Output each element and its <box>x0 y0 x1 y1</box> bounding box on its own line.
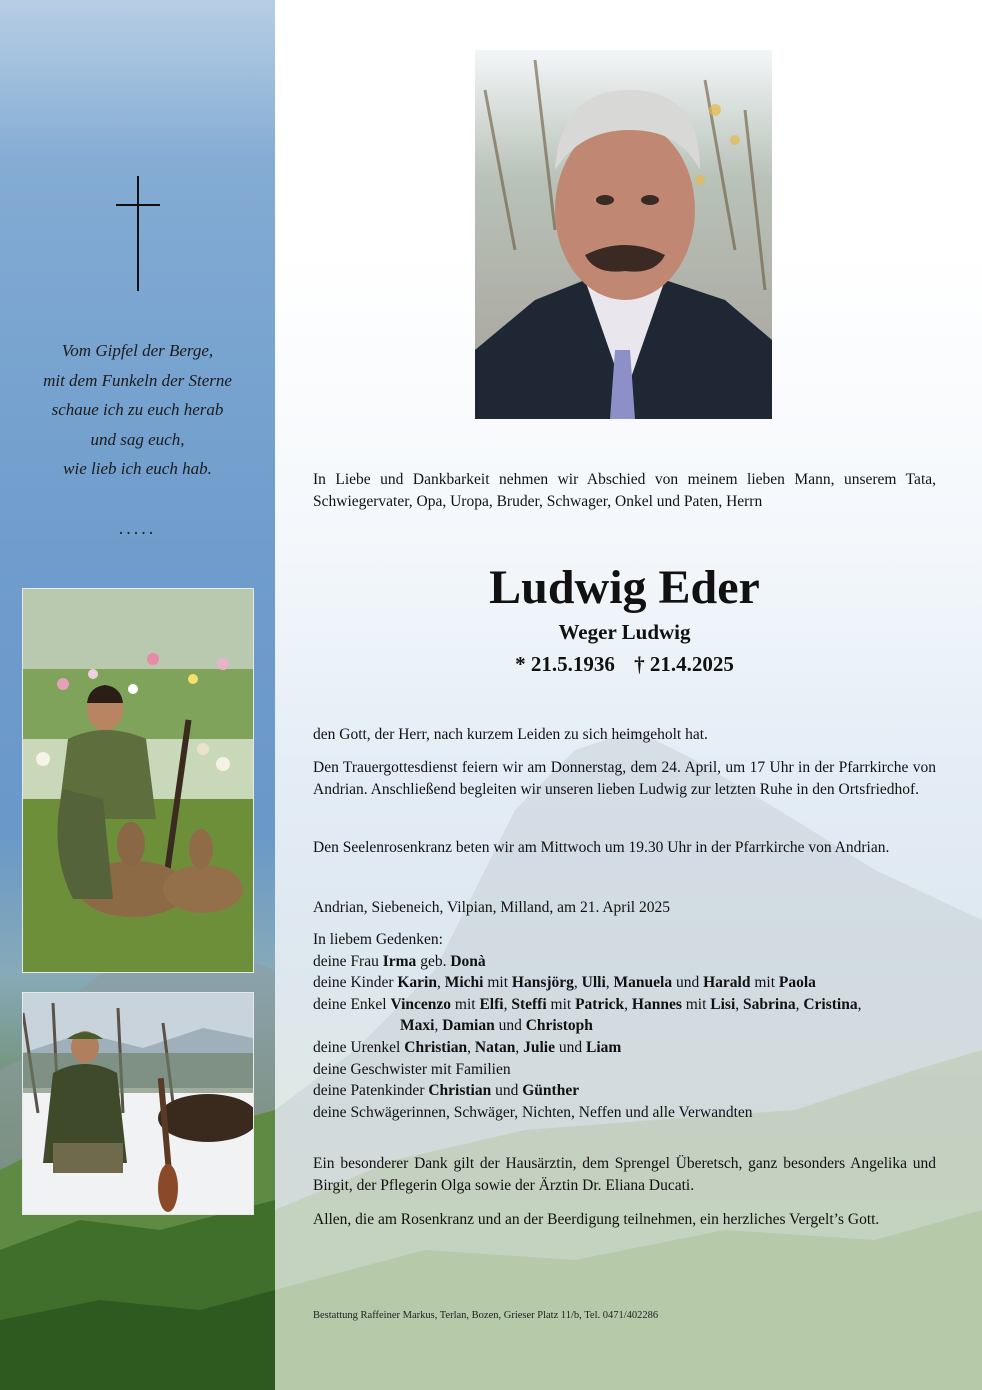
family-line-grandchildren-cont: Maxi, Damian und Christoph <box>400 1017 593 1035</box>
poem-line: Vom Gipfel der Berge, <box>61 341 214 360</box>
paragraph-taken-home: den Gott, der Herr, nach kurzem Leiden zu sich heimgeholt hat. <box>313 726 708 743</box>
cross-icon <box>116 176 160 291</box>
family-line-wife: deine Frau Irma geb. Donà <box>313 952 486 970</box>
sky-gradient <box>0 0 275 160</box>
funeral-home-footer: Bestattung Raffeiner Markus, Terlan, Bozen, Grieser Platz 11/b, Tel. 0471/402286 <box>313 1310 659 1321</box>
family-line-siblings: deine Geschwister mit Familien <box>313 1060 511 1078</box>
poem-line: mit dem Funkeln der Sterne <box>43 370 232 390</box>
deceased-name: Ludwig Eder <box>489 561 760 614</box>
paragraph-rosary: Den Seelenrosenkranz beten wir am Mittwoch um 19.30 Uhr in der Pfarrkirche von Andrian. <box>313 839 890 856</box>
family-line-great-grandchildren: deine Urenkel Christian, Natan, Julie und Liam <box>313 1038 622 1056</box>
poem-line: schaue ich zu euch herab <box>51 400 224 419</box>
place-date-line: Andrian, Siebeneich, Vilpian, Milland, am 21. April 2025 <box>313 899 670 916</box>
family-line-children: deine Kinder Karin, Michi mit Hansjörg, Ulli, Manuela und Harald mit Paola <box>313 974 816 992</box>
birth-date: * 21.5.1936 <box>515 652 615 676</box>
portrait-photo <box>475 50 772 419</box>
poem-line: und sag euch, <box>90 429 185 449</box>
poem <box>0 336 275 484</box>
family-line-grandchildren: deine Enkel Vincenzo mit Elfi, Steffi mit Patrick, Hannes mit Lisi, Sabrina, Cristina, <box>313 995 862 1013</box>
family-line-godchildren: deine Patenkinder Christian und Günther <box>313 1082 580 1100</box>
family-heading: In liebem Gedenken: <box>313 931 443 948</box>
poem-line: wie lieb ich euch hab. <box>63 459 212 478</box>
death-date: † 21.4.2025 <box>634 652 734 676</box>
hunting-photo-winter <box>22 992 254 1215</box>
paragraph-thanks: Ein besonderer Dank gilt der Hausärztin, dem Sprengel Überetsch, ganz besonders Angelika und Birgit, der Pflegerin Olga sowie der Ärztin Dr. Eliana Ducati. <box>313 1155 936 1194</box>
paragraph-closing: Allen, die am Rosenkranz und an der Beerdigung teilnehmen, ein herzliches Vergelt’s Gott. <box>313 1211 880 1228</box>
family-list <box>313 929 953 1123</box>
poem-dots: ..... <box>118 518 157 538</box>
intro-text: In Liebe und Dankbarkeit nehmen wir Abschied von meinem lieben Mann, unserem Tata, Schwiegervater, Opa, Uropa, Bruder, Schwager, Onkel und Paten, Herrn <box>313 471 936 510</box>
life-dates <box>313 652 936 677</box>
paragraph-funeral: Den Trauergottesdienst feiern wir am Donnerstag, dem 24. April, um 17 Uhr in der Pfarrkirche von Andrian. Anschließend begleiten wir unseren lieben Ludwig zur letzten Ruhe in den Ortsfriedhof. <box>313 759 936 798</box>
sidebar-panel <box>0 0 275 1390</box>
nickname: Weger Ludwig <box>558 620 691 644</box>
family-line-inlaws: deine Schwägerinnen, Schwäger, Nichten, Neffen und alle Verwandten <box>313 1103 753 1121</box>
hunting-photo-summer <box>22 588 254 973</box>
